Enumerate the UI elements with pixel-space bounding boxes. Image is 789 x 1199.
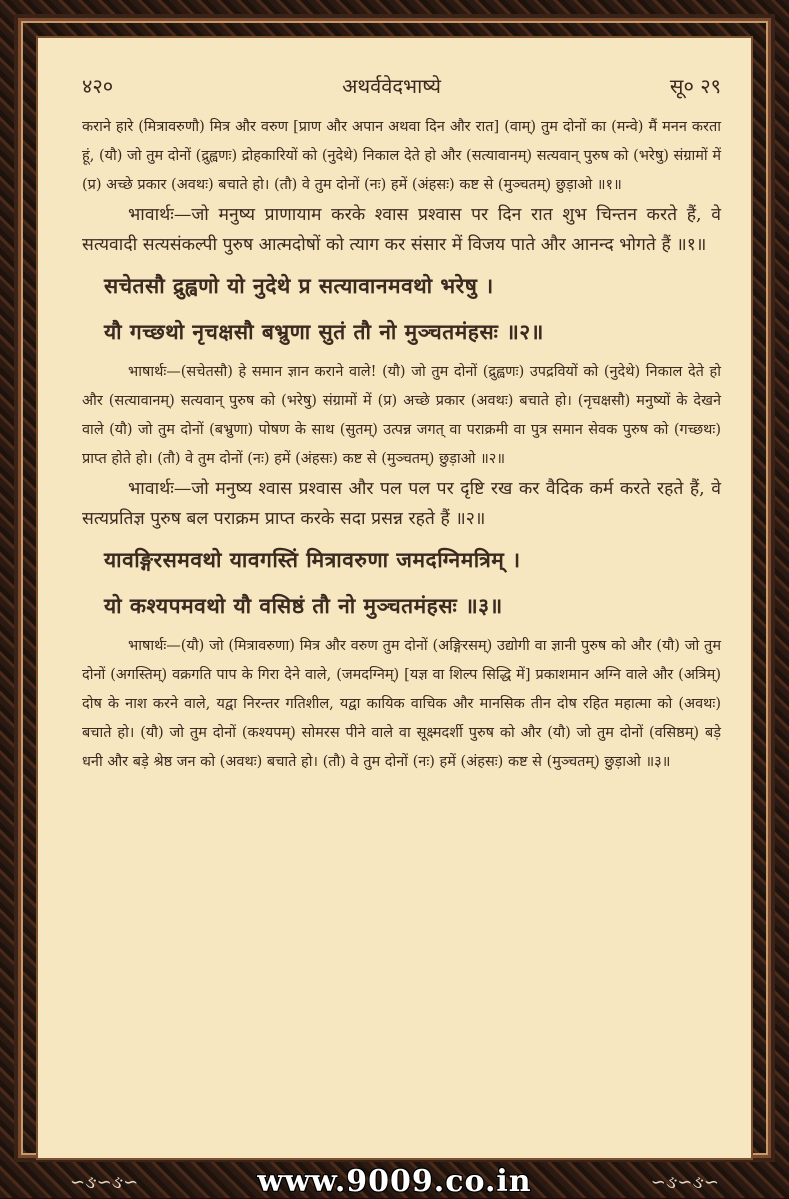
page-header	[82, 72, 721, 99]
meaning-paragraph-1: भावार्थः—जो मनुष्य प्राणायाम करके श्वास प्रश्वास पर दिन रात शुभ चिन्तन करते हैं, वे सत्यवादी सत्यसंकल्पी पुरुष आत्मदोषों को त्याग कर संसार में विजय पाते और आनन्द भोगते हैं ॥१॥	[82, 205, 721, 255]
translation-paragraph-1: कराने हारे (मित्रावरुणौ) मित्र और वरुण [प्राण और अपान अथवा दिन और रात] (वाम्) तुम दोनों का (मन्वे) मैं मनन करता हूं, (यौ) जो तुम दोनों (द्रुह्वणः) द्रोहकारियों को (नुदेथे) निकाल देते हो और (सत्यावानम्) सत्यवान् पुरुष को (भरेषु) संग्रामों में (प्र) अच्छे प्रकार (अवथः) बचाते हो। (तौ) वे तुम दोनों (नः) हमें (अंहसः) कष्ट से (मुञ्चतम्) छुड़ाओ ॥१॥	[82, 119, 721, 193]
meaning-paragraph-2: भावार्थः—जो मनुष्य श्वास प्रश्वास और पल पल पर दृष्टि रख कर वैदिक कर्म करते रहते हैं, वे सत्यप्रतिज्ञ पुरुष बल पराक्रम प्राप्त करके सदा प्रसन्न रहते हैं ॥२॥	[82, 479, 721, 529]
verse-line-1: सचेतसौ द्रुह्वणो यो नुदेथे प्र सत्यावानमवथो भरेषु ।	[104, 273, 494, 298]
footer-ornament-right: ∽ઙ∽ઙ∽	[650, 1172, 719, 1193]
book-title: अथर्ववेदभाष्ये	[342, 74, 441, 98]
translation-paragraph-2: भाषार्थः—(सचेतसौ) हे समान ज्ञान कराने वाले! (यौ) जो तुम दोनों (द्रुह्वणः) उपद्रवियों को (नुदेथे) निकाल देते हो और (सत्यावानम्) सत्यवान् पुरुष को (भरेषु) संग्रामों में (प्र) अच्छे प्रकार (अवथः) बचाते हो। (नृचक्षसौ) मनुष्यों के देखने वाले (यौ) जो तुम दोनों (बभ्रुणा) पोषण के साथ (सुतम्) उत्पन्न जगत् वा पराक्रमी वा पुत्र समान सेवक पुरुष को (गच्छथः) प्राप्त होते हो। (तौ) वे तुम दोनों (नः) हमें (अंहसः) कष्ट से (मुञ्चतम्) छुड़ाओ ॥२॥	[82, 364, 721, 467]
sukta-number: सू० २९	[669, 74, 721, 98]
verse-line-3: यावङ्गिरसमवथो यावगस्तिं मित्रावरुणा जमदग्निमत्रिम् ।	[104, 547, 521, 572]
verse-line-4: यो कश्यपमवथो यौ वसिष्ठं तौ नो मुञ्चतमंहसः ॥३॥	[104, 593, 503, 618]
verse-line-2: यौ गच्छथो नृचक्षसौ बभ्रुणा सुतं तौ नो मुञ्चतमंहसः ॥२॥	[104, 319, 544, 344]
footer-ornament-left: ∽ઙ∽ઙ∽	[70, 1172, 139, 1193]
translation-paragraph-3: भाषार्थः—(यौ) जो (मित्रावरुणा) मित्र और वरुण तुम दोनों (अङ्गिरसम्) उद्योगी वा ज्ञानी पुरुष को और (यौ) जो तुम दोनों (अगस्तिम्) वक्रगति पाप के गिरा देने वाले, (जमदग्निम्) [यज्ञ वा शिल्प सिद्धि में] प्रकाशमान अग्नि वाले और (अत्रिम्) दोष के नाश करने वाले, यद्वा निरन्तर गतिशील, यद्वा कायिक वाचिक और मानसिक तीन दोष रहित महात्मा को (अवथः) बचाते हो। (यौ) जो तुम दोनों (कश्यपम्) सोमरस पीने वाले वा सूक्ष्मदर्शी पुरुष को और (यौ) जो तुम दोनों (वसिष्ठम्) बड़े धनी और बड़े श्रेष्ठ जन को (अवथः) बचाते हो। (तौ) वे तुम दोनों (नः) हमें (अंहसः) कष्ट से (मुञ्चतम्) छुड़ाओ ॥३॥	[82, 638, 721, 770]
website-url: www.9009.co.in	[257, 1164, 532, 1199]
page-number: ४२०	[82, 74, 114, 98]
book-page	[36, 36, 753, 1160]
